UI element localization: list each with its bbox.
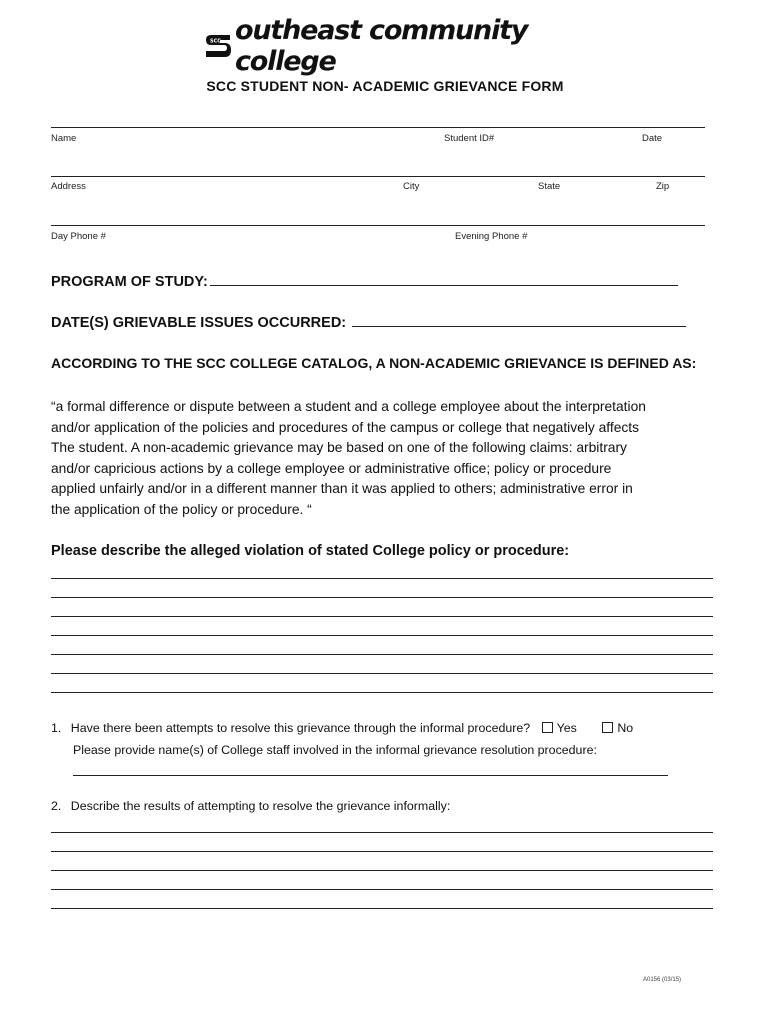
program-of-study-label: PROGRAM OF STUDY: [51, 274, 203, 290]
describe-line[interactable]: [51, 692, 713, 693]
definition-line: The student. A non-academic grievance may be based on one of the following claims: arbitrary: [51, 440, 627, 456]
results-line[interactable]: [51, 870, 713, 871]
describe-line[interactable]: [51, 654, 713, 655]
describe-line[interactable]: [51, 635, 713, 636]
results-line[interactable]: [51, 889, 713, 890]
results-line[interactable]: [51, 832, 713, 833]
results-line[interactable]: [51, 851, 713, 852]
dates-occurred-line[interactable]: [352, 312, 686, 327]
student-id-label: Student ID#: [444, 133, 495, 144]
dates-occurred-row: DATE(S) GRIEVABLE ISSUES OCCURRED:: [51, 312, 686, 331]
no-checkbox[interactable]: [602, 722, 613, 733]
describe-line[interactable]: [51, 616, 713, 617]
address-line[interactable]: [51, 176, 705, 177]
dates-occurred-label: DATE(S) GRIEVABLE ISSUES OCCURRED: [51, 315, 342, 331]
yes-label: Yes: [556, 721, 577, 735]
scc-logo-mark: [203, 31, 233, 61]
address-label: Address: [51, 181, 86, 192]
definition-heading: ACCORDING TO THE SCC COLLEGE CATALOG, A NON-ACADEMIC GRIEVANCE IS DEFINED AS:: [51, 355, 697, 371]
question-1: [51, 721, 633, 735]
college-logo: [203, 15, 573, 77]
city-label: City: [403, 181, 420, 192]
results-line[interactable]: [51, 908, 713, 909]
question-1-followup: Please provide name(s) of College staff involved in the informal grievance resolution procedure:: [73, 743, 597, 757]
definition-line: “a formal difference or dispute between a student and a college employee about the interpretation: [51, 399, 646, 414]
state-label: State: [538, 181, 561, 192]
question-2-text: Describe the results of attempting to resolve the grievance informally:: [70, 799, 451, 813]
question-1-number: 1.: [51, 721, 62, 735]
definition-line: the application of the policy or procedure. “: [51, 501, 312, 517]
yes-checkbox[interactable]: [542, 722, 553, 733]
describe-line[interactable]: [51, 673, 713, 674]
day-phone-label: Day Phone #: [51, 231, 106, 242]
definition-line: and/or capricious actions by a college employee or administrative office; policy or procedure: [51, 460, 612, 476]
describe-heading: Please describe the alleged violation of stated College policy or procedure:: [51, 543, 570, 559]
no-label: No: [617, 721, 634, 735]
form-code: A0156 (03/15): [643, 977, 682, 983]
logo-mark-letters: SCC: [210, 38, 221, 45]
describe-line[interactable]: [51, 578, 713, 579]
evening-phone-label: Evening Phone #: [455, 231, 528, 242]
phone-line[interactable]: [51, 225, 705, 226]
program-of-study-line[interactable]: [210, 271, 678, 286]
logo-text: outheast community college: [235, 15, 528, 77]
name-label: Name: [51, 133, 77, 144]
question-2: [51, 799, 450, 813]
definition-line: and/or application of the policies and procedures of the campus or college that negatively affects: [51, 419, 640, 435]
question-2-number: 2.: [51, 799, 62, 813]
describe-line[interactable]: [51, 597, 713, 598]
program-of-study-row: PROGRAM OF STUDY:: [51, 271, 678, 290]
date-label: Date: [642, 133, 663, 144]
question-1-text: Have there been attempts to resolve this grievance through the informal procedure?: [70, 721, 531, 735]
definition-line: applied unfairly and/or in a different manner than it was applied to others; administrative error in: [51, 481, 633, 497]
zip-label: Zip: [656, 181, 670, 192]
staff-names-line[interactable]: [73, 775, 668, 776]
form-title: SCC STUDENT NON- ACADEMIC GRIEVANCE FORM: [206, 78, 564, 94]
name-line[interactable]: [51, 127, 705, 128]
definition-text: [51, 397, 721, 521]
